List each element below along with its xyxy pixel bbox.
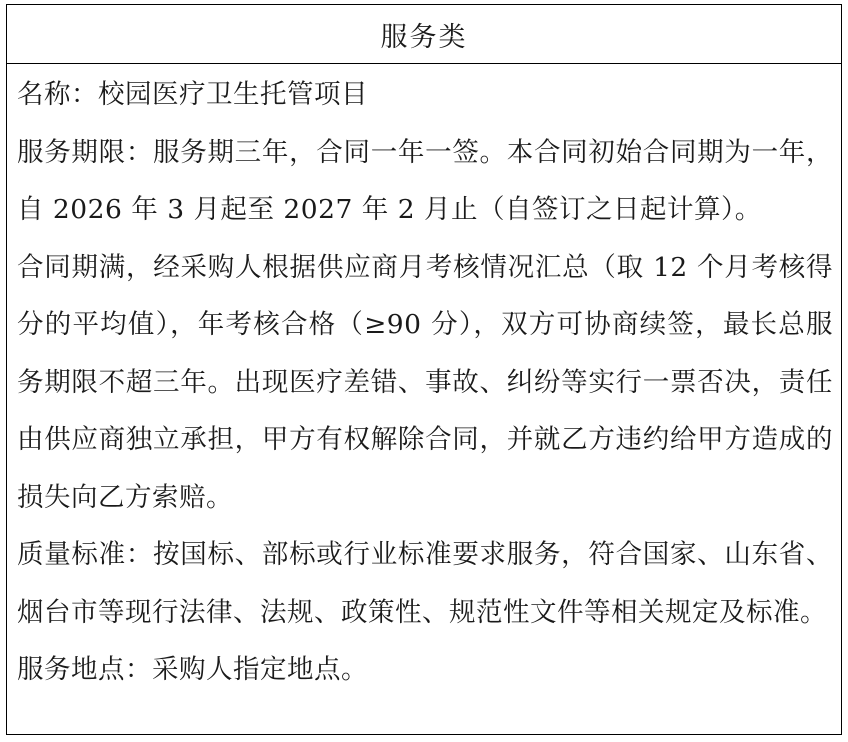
name-row (17, 66, 833, 124)
name-value: 校园医疗卫生托管项目 (98, 79, 368, 110)
service-period-value: 服务期三年，合同一年一签。本合同初始合同期为一年，自 2026 年 3 月起至 2027 年 2 月止（自签订之日起计算）。 (17, 136, 834, 225)
renewal-terms-value: 合同期满，经采购人根据供应商月考核情况汇总（取 12 个月考核得分的平均值），年考核合格（≥90 分），双方可协商续签，最长总服务期限不超三年。出现医疗差错、事故、纠纷等实行一票否决，责任由供应商独立承担，甲方有权解除合同，并就乙方违约给甲方造成的损失向乙方索赔。 (17, 251, 833, 513)
service-period-row (17, 124, 833, 239)
service-location-row (17, 641, 833, 699)
service-requirements-table (6, 4, 842, 735)
quality-standard-label: 质量标准： (17, 539, 154, 570)
table-header: 服务类 (7, 5, 841, 64)
quality-standard-row (17, 526, 833, 641)
service-location-value: 采购人指定地点。 (152, 654, 368, 685)
service-location-label: 服务地点： (17, 654, 152, 685)
name-label: 名称： (17, 79, 98, 110)
table-body (7, 64, 841, 699)
renewal-terms-row (17, 239, 833, 527)
service-period-label: 服务期限： (17, 136, 154, 168)
quality-standard-value: 按国标、部标或行业标准要求服务，符合国家、山东省、烟台市等现行法律、法规、政策性、规范性文件等相关规定及标准。 (17, 539, 834, 628)
